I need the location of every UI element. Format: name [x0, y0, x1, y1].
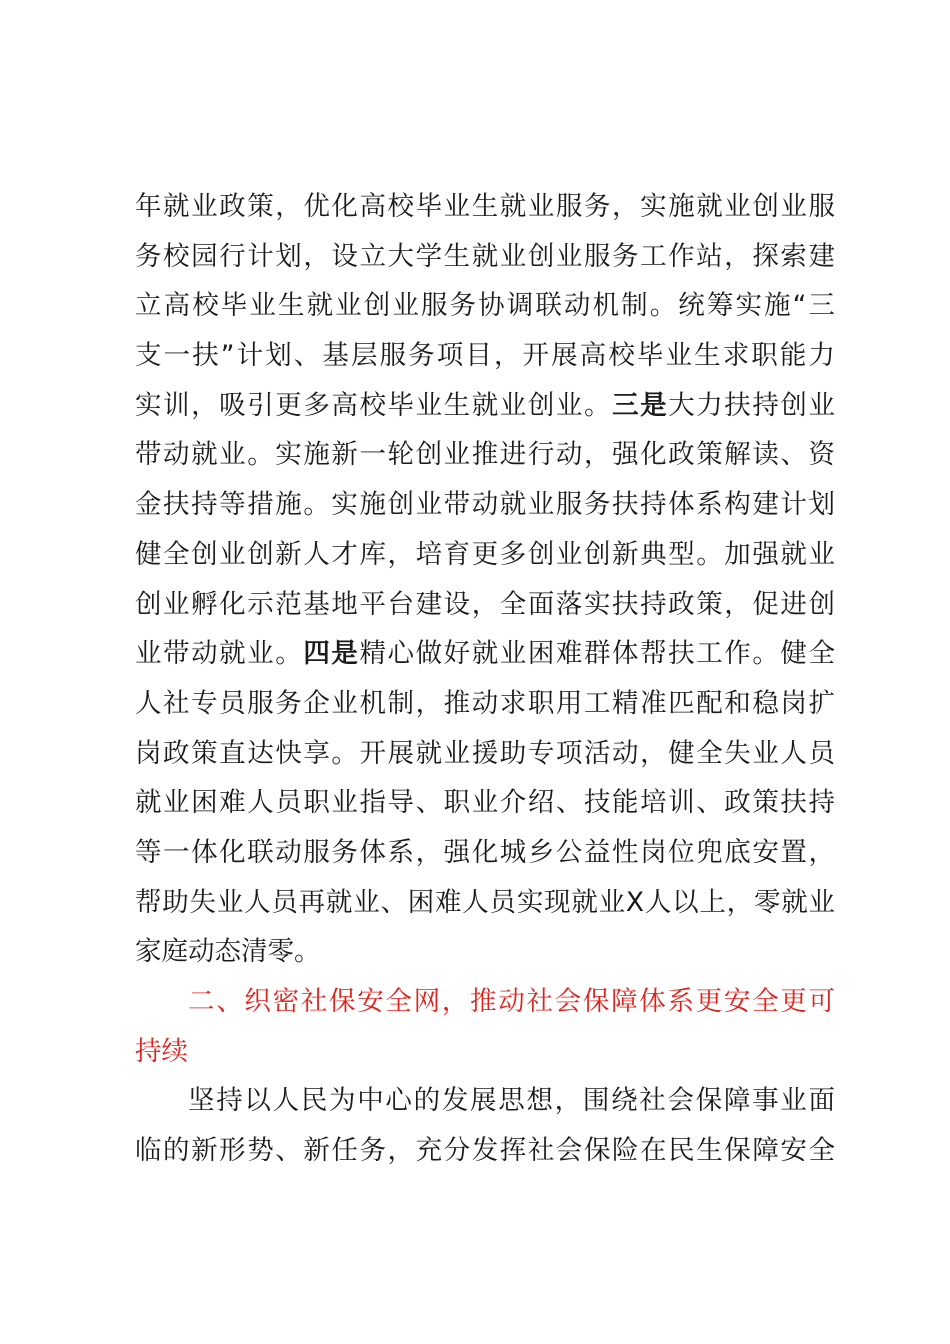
text-run: 业带动就业。: [135, 638, 304, 670]
text-line: 带动就业。实施新一轮创业推进行动，强化政策解读、资: [135, 439, 835, 471]
text-line: 立高校毕业生就业创业服务协调联动机制。统筹实施“三: [135, 290, 835, 322]
text-line: 创业孵化示范基地平台建设，全面落实扶持政策，促进创: [135, 588, 835, 620]
text-line: 人社专员服务企业机制，推动求职用工精准匹配和稳岗扩: [135, 687, 835, 719]
text-line: 金扶持等措施。实施创业带动就业服务扶持体系构建计划: [135, 489, 835, 521]
text-run: 大力扶持创业: [668, 389, 835, 421]
bold-marker-three: 三是: [612, 389, 669, 421]
text-line: 家庭动态清零。: [135, 936, 321, 968]
text-line: 年就业政策，优化高校毕业生就业服务，实施就业创业服: [135, 191, 835, 222]
document-body: [135, 182, 835, 1176]
text-line: 坚持以人民为中心的发展思想，围绕社会保障事业面: [188, 1085, 835, 1117]
text-line: 健全创业创新人才库，培育更多创业创新典型。加强就业: [135, 538, 835, 570]
text-run: 实训，吸引更多高校毕业生就业创业。: [135, 389, 613, 421]
paragraph-employment: [135, 182, 835, 977]
text-line: 临的新形势、新任务，充分发挥社会保险在民生保障安全: [135, 1135, 835, 1167]
text-line: 支一扶”计划、基层服务项目，开展高校毕业生求职能力: [135, 340, 835, 372]
text-line: 等一体化联动服务体系，强化城乡公益性岗位兜底安置，: [135, 836, 835, 868]
section-heading-line: 持续: [135, 1035, 188, 1067]
text-line: [135, 629, 835, 679]
paragraph-social-security: [135, 1076, 835, 1175]
bold-marker-four: 四是: [303, 638, 360, 670]
section-heading-line: 二、织密社保安全网，推动社会保障体系更安全更可: [188, 986, 835, 1017]
text-line: 务校园行计划，设立大学生就业创业服务工作站，探索建: [135, 240, 835, 272]
text-line: 岗政策直达快享。开展就业援助专项活动，健全失业人员: [135, 737, 835, 769]
text-line: [135, 381, 835, 431]
section-heading: [135, 977, 835, 1076]
text-line: 就业困难人员职业指导、职业介绍、技能培训、政策扶持: [135, 787, 835, 819]
text-line: 帮助失业人员再就业、困难人员实现就业X人以上，零就业: [135, 886, 835, 918]
text-run: 精心做好就业困难群体帮扶工作。健全: [359, 638, 835, 670]
